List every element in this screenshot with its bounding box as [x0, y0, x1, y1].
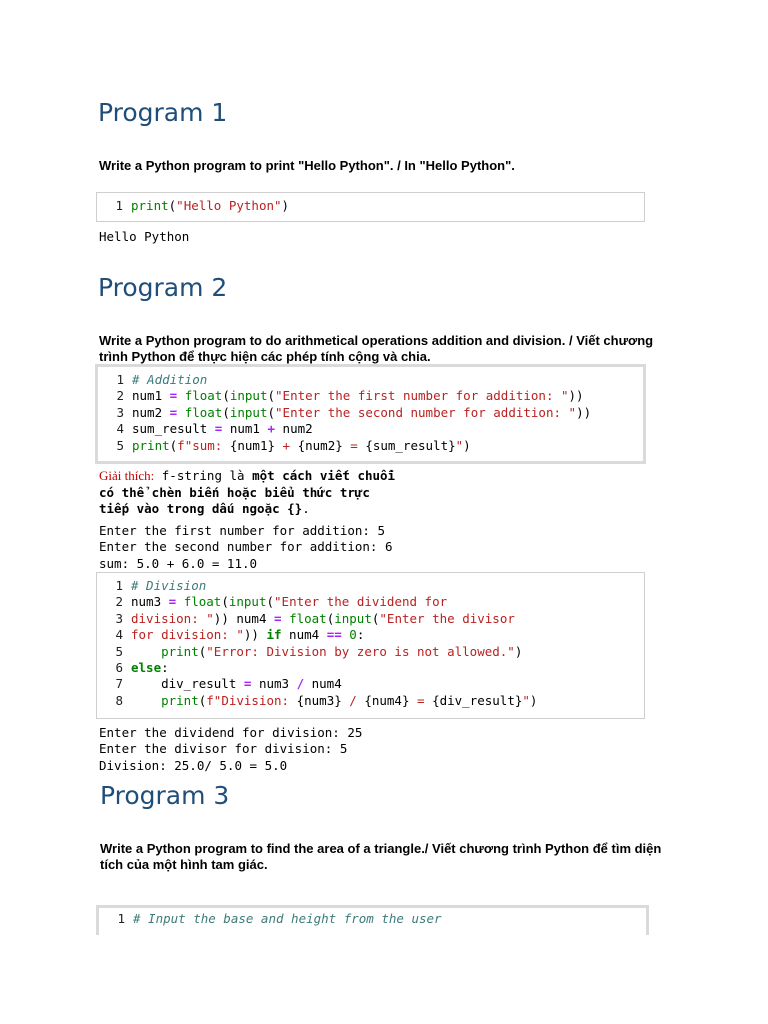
output-line: Enter the divisor for division: 5 [99, 741, 348, 757]
code-token: float [281, 610, 327, 626]
note-text: tiếp vào trong dấu ngoặc {} [99, 501, 303, 516]
code-token: {num2} [297, 437, 343, 453]
code-token: )) [576, 404, 592, 420]
code-keyword: if [266, 627, 282, 643]
division-code-block [96, 572, 645, 719]
code-token: num2 [132, 404, 170, 420]
line-number: 3 [115, 610, 123, 626]
code-line [98, 421, 643, 437]
code-line [97, 676, 644, 692]
code-token: print [132, 437, 170, 453]
program-1-heading: Program 1 [98, 98, 228, 127]
code-token: "Enter the dividend for [274, 594, 448, 610]
code-token: = [169, 388, 178, 404]
code-line [98, 438, 643, 454]
code-token: input [334, 610, 372, 626]
code-token: ) [514, 643, 523, 659]
description-line: Write a Python program to find the area of a triangle./ Viết chương trình Python để tìm diện [100, 841, 662, 856]
line-number: 4 [115, 627, 123, 643]
code-line [97, 627, 644, 643]
code-token: ( [371, 610, 380, 626]
code-token: num2 [275, 421, 313, 437]
code-token: print [131, 198, 169, 213]
code-token: {num3} [296, 692, 342, 708]
description-line: trình Python để thực hiện các phép tính cộng và chia. [99, 349, 431, 364]
code-token: num1 [132, 388, 170, 404]
code-token: float [176, 594, 222, 610]
code-comment: # Division [131, 578, 207, 593]
code-token: for division: " [131, 627, 244, 643]
code-token: ( [222, 404, 230, 420]
output-line: Enter the second number for addition: 6 [99, 539, 393, 555]
line-number: 4 [116, 421, 124, 437]
note-text: một cách viết chuỗi [252, 468, 396, 483]
code-token: num3 [251, 676, 297, 692]
program-1-code-block [96, 192, 645, 222]
line-number: 7 [115, 676, 123, 692]
code-line [97, 660, 644, 676]
code-token: " [455, 437, 464, 453]
code-comment: # Input the base and height from the user [133, 911, 442, 926]
program-3-code-block [96, 905, 649, 935]
code-token: + [275, 437, 298, 453]
code-token [131, 644, 161, 659]
code-token: num4 [281, 627, 327, 643]
code-token: num4 [304, 676, 342, 692]
code-token: {num4} [364, 692, 410, 708]
code-token: = [243, 676, 252, 692]
line-number: 5 [116, 437, 124, 453]
code-line [97, 594, 644, 610]
program-3-description [100, 841, 760, 873]
output-line: Division: 25.0/ 5.0 = 5.0 [99, 757, 288, 773]
line-number: 1 [115, 198, 123, 213]
code-token: : [356, 627, 365, 643]
addition-output [99, 523, 393, 572]
code-line [97, 611, 644, 627]
code-token: ( [222, 388, 230, 404]
code-keyword: else [131, 659, 162, 675]
code-token: ( [169, 437, 178, 453]
code-token: f"Division: [206, 692, 297, 708]
division-output [99, 725, 362, 774]
code-token: {div_result} [432, 692, 523, 708]
code-token: "Enter the divisor [379, 610, 515, 626]
addition-code-block [95, 364, 646, 464]
program-3-heading: Program 3 [100, 781, 230, 810]
note-text: f-string là [154, 468, 253, 483]
code-comment: # Addition [132, 372, 208, 387]
code-token: float [177, 388, 223, 404]
code-token: ( [198, 692, 207, 708]
code-token: ) [529, 692, 538, 708]
fstring-explanation [99, 468, 395, 518]
note-text: có thể chèn biến hoặc biểu thức trực [99, 484, 370, 500]
line-number: 1 [115, 578, 123, 593]
code-token: division: " [131, 610, 214, 626]
code-line [98, 405, 643, 421]
code-token: input [229, 388, 268, 404]
code-token: ( [326, 610, 335, 626]
code-line [97, 693, 644, 709]
code-line [98, 388, 643, 404]
code-token: input [229, 404, 268, 420]
code-token: "Error: Division by zero is not allowed." [206, 643, 515, 659]
code-token: num3 [131, 594, 169, 610]
program-1-output: Hello Python [99, 229, 190, 244]
code-token: = [214, 421, 223, 437]
code-token: "Hello Python" [176, 198, 282, 213]
code-token: ( [267, 388, 276, 404]
code-token: ) [463, 437, 471, 453]
code-token: {sum_result} [365, 437, 456, 453]
code-token: float [177, 404, 223, 420]
code-token: ) [281, 198, 290, 213]
code-token: print [161, 643, 199, 659]
code-line [97, 578, 644, 594]
code-token: ( [266, 594, 275, 610]
program-2-description [99, 333, 759, 365]
output-line: sum: 5.0 + 6.0 = 11.0 [99, 555, 258, 571]
program-1-description: Write a Python program to print "Hello Python". / In "Hello Python". [99, 158, 515, 173]
code-token: = [274, 610, 282, 626]
code-token: = [342, 437, 366, 453]
code-token: div_result [131, 676, 244, 692]
note-label: Giải thích: [99, 468, 155, 483]
code-token: sum_result [132, 421, 215, 437]
code-token: 0 [349, 627, 357, 643]
line-number: 8 [115, 692, 123, 708]
code-token: ( [221, 594, 229, 610]
output-line: Enter the dividend for division: 25 [99, 725, 363, 740]
code-line [99, 911, 646, 927]
description-line: tích của một hình tam giác. [100, 857, 268, 872]
code-token: = [169, 404, 178, 420]
code-line [97, 644, 644, 660]
code-token: )) num4 [213, 610, 275, 626]
program-2-heading: Program 2 [98, 273, 228, 302]
code-token: f"sum: [177, 437, 230, 453]
code-token: = [168, 594, 177, 610]
line-number: 2 [116, 388, 124, 404]
note-text: . [302, 501, 310, 516]
line-number: 1 [116, 372, 124, 387]
code-token: ( [198, 643, 207, 659]
line-number: 6 [115, 659, 123, 675]
line-number: 5 [115, 643, 123, 659]
code-token: + [267, 421, 276, 437]
code-token: = [409, 692, 433, 708]
line-number: 3 [116, 404, 124, 420]
code-token: " [522, 692, 530, 708]
code-token: : [161, 659, 169, 675]
code-token: input [228, 594, 267, 610]
line-number: 1 [117, 911, 125, 926]
code-token: / [341, 692, 365, 708]
code-token: "Enter the first number for addition: " [275, 388, 569, 404]
code-token: print [161, 692, 199, 708]
description-line: Write a Python program to do arithmetical operations addition and division. / Viết chương [99, 333, 654, 348]
code-token: "Enter the second number for addition: " [275, 404, 577, 420]
code-token: == [326, 627, 342, 643]
code-line [97, 198, 644, 214]
code-token: )) [568, 388, 584, 404]
code-token: )) [243, 627, 267, 643]
output-line: Enter the first number for addition: 5 [99, 523, 385, 538]
code-token [131, 693, 161, 708]
code-token: ( [168, 198, 177, 213]
line-number: 2 [115, 594, 123, 610]
code-token: ( [267, 404, 276, 420]
code-token: / [296, 676, 305, 692]
code-line [98, 372, 643, 388]
code-token: num1 [222, 421, 268, 437]
code-token: {num1} [229, 437, 276, 453]
